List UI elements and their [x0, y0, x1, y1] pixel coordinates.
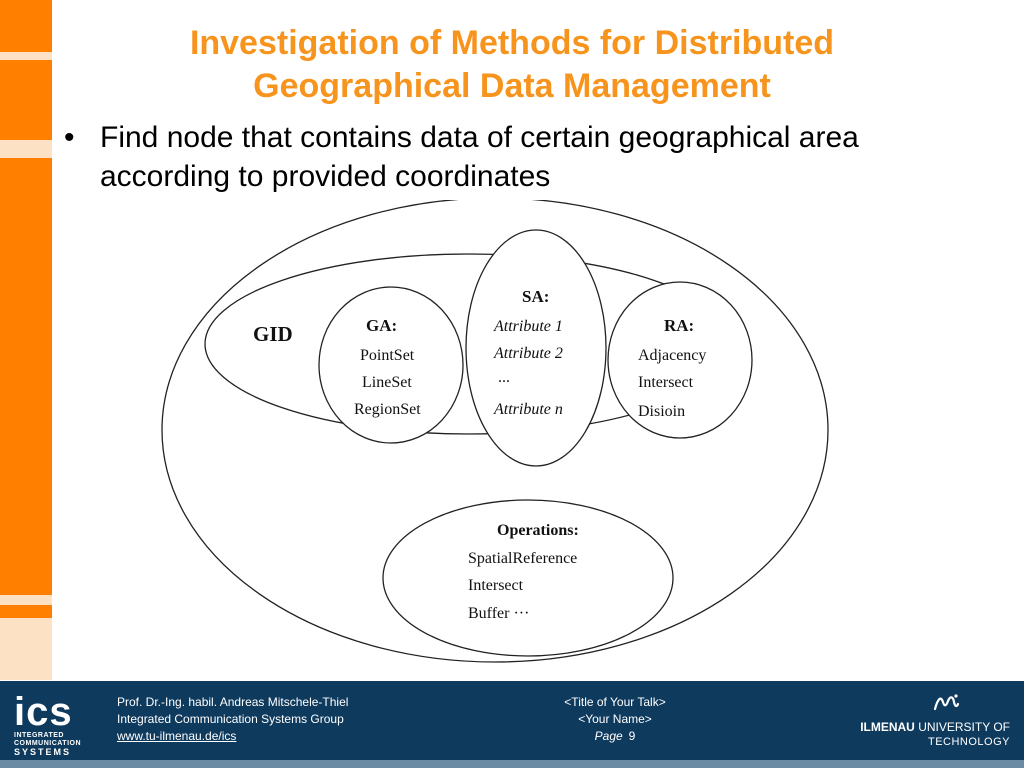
footer-page-number: 9 — [628, 729, 636, 743]
tu-ilmenau-name — [860, 720, 1010, 734]
ga-title: GA: — [366, 316, 398, 335]
footer-author: Prof. Dr.-Ing. habil. Andreas Mitschele-Thiel — [117, 695, 349, 709]
ics-logo-subtitle: COMMUNICATION — [14, 740, 82, 747]
ics-logo — [14, 692, 86, 756]
sidebar-stripe — [0, 618, 52, 680]
title-line-1: Investigation of Methods for Distributed — [189, 24, 835, 62]
bullet-icon: • — [64, 121, 75, 154]
gid-label: GID — [253, 322, 293, 346]
footer-page-label: Page — [594, 729, 623, 743]
orange-sidebar — [0, 0, 52, 680]
bullet-text: Find node that contains data of certain geographical area according to provided coordinates — [100, 121, 859, 193]
operations-title: Operations: — [497, 522, 579, 539]
footer-page — [520, 728, 710, 745]
footer-author-block — [117, 694, 348, 745]
footer-website-link[interactable]: www.tu-ilmenau.de/ics — [117, 729, 237, 743]
ics-logo-subtitle: INTEGRATED — [14, 732, 64, 739]
ra-title: RA: — [664, 316, 695, 335]
sidebar-stripe — [0, 140, 52, 158]
tu-ilmenau-mark-icon — [932, 692, 960, 712]
sa-item: ... — [498, 369, 510, 386]
sidebar-stripe — [0, 52, 52, 60]
tu-ilmenau-bold: ILMENAU — [860, 720, 915, 734]
sa-item: Attribute 2 — [494, 345, 563, 362]
footer-bottom-line — [0, 760, 1024, 768]
operations-item: SpatialReference — [468, 550, 578, 567]
sidebar-stripe — [0, 595, 52, 605]
ics-logo-subtitle: SYSTEMS — [14, 747, 72, 757]
footer-group: Integrated Communication Systems Group — [117, 712, 344, 726]
footer-talk-info — [520, 694, 710, 745]
footer-talk-title: <Title of Your Talk> — [564, 695, 666, 709]
ga-circle — [319, 287, 463, 443]
title-line-2: Geographical Data Management — [253, 67, 771, 105]
footer-speaker-name: <Your Name> — [578, 712, 652, 726]
ra-item: Disioin — [638, 403, 686, 420]
ga-item: PointSet — [360, 347, 415, 364]
ics-logo-text: ics — [14, 690, 73, 734]
slide-title — [60, 22, 964, 108]
tu-ilmenau-technology: TECHNOLOGY — [927, 736, 1010, 748]
ga-item: LineSet — [362, 374, 412, 391]
operations-item: Buffer ··· — [468, 605, 530, 622]
ra-item: Adjacency — [638, 347, 707, 364]
sa-item: Attribute n — [494, 401, 563, 418]
ga-item: RegionSet — [354, 401, 421, 418]
sa-title: SA: — [522, 287, 550, 306]
sa-item: Attribute 1 — [494, 318, 563, 335]
tu-ilmenau-logo — [850, 690, 1010, 754]
gid-diagram — [160, 200, 840, 668]
operations-item: Intersect — [468, 577, 524, 594]
ra-item: Intersect — [638, 374, 694, 391]
tu-ilmenau-university: UNIVERSITY OF — [914, 720, 1010, 734]
